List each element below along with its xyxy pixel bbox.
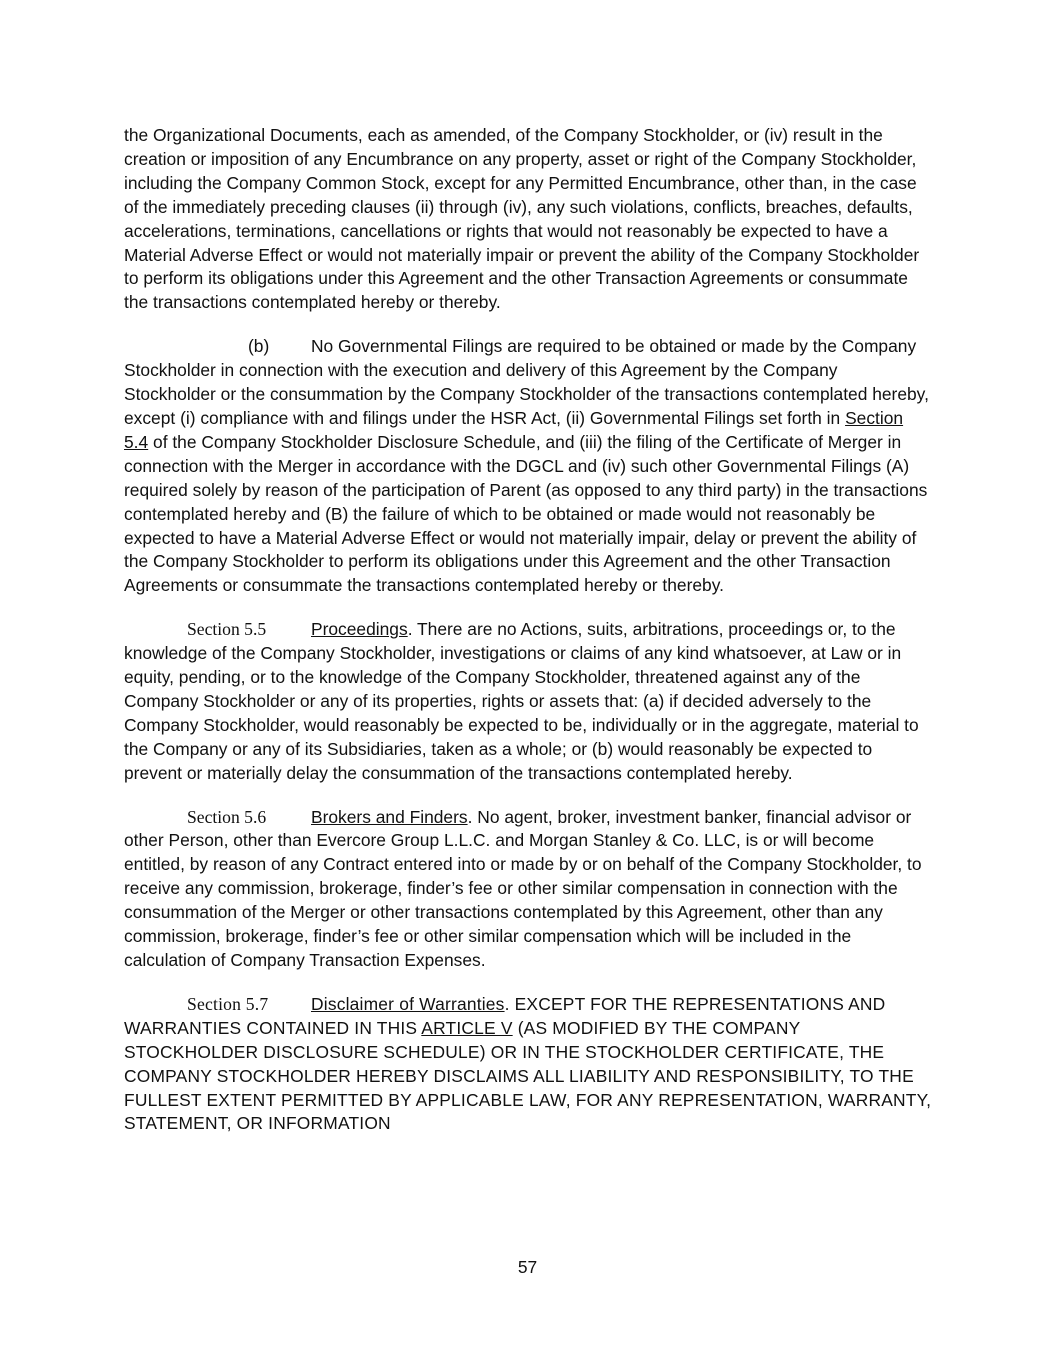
section-5-7-text-before: . EXCEPT FOR THE REPRESENTATIONS AND WARRANTIES CONTAINED IN THIS [124,993,886,1038]
paragraph-b-text-before: No Governmental Filings are required to be obtained or made by the Company Stockholder in connection with the execution and delivery of this Agreement by the Company Stockholder or the consummation by the Company Stockholder of the transactions contemplated hereby, except (i) compliance with and filings under the HSR Act, (ii) Governmental Filings set forth in [124,336,929,428]
section-5-7-text-after: (AS MODIFIED BY THE COMPANY STOCKHOLDER DISCLOSURE SCHEDULE) OR IN THE STOCKHOLDER CERTIFICATE, THE COMPANY STOCKHOLDER HEREBY DISCLAIMS ALL LIABILITY AND RESPONSIBILITY, TO THE FULLEST EXTENT PERMITTED BY APPLICABLE LAW, FOR ANY REPRESENTATION, WARRANTY, STATEMENT, OR INFORMATION [124,1017,932,1134]
section-5-5 [124,618,932,785]
section-5-4-link[interactable]: Section 5.4 [124,407,904,452]
section-5-7-title: Disclaimer of Warranties [311,993,505,1014]
paragraph-b [124,335,932,598]
section-5-5-text: . There are no Actions, suits, arbitrations, proceedings or, to the knowledge of the Company Stockholder, investigations or claims of any kind whatsoever, at Law or in equity, pending, or to the knowledge of the Company Stockholder, threatened against any of the Company Stockholder or any of its properties, rights or assets that: (a) if decided adversely to the Company Stockholder, would reasonably be expected to be, individually or in the aggregate, material to the Company or any of its Subsidiaries, taken as a whole; or (b) would reasonably be expected to prevent or materially delay the consummation of the transactions contemplated hereby. [124,619,919,783]
section-5-6-number: Section 5.6 [187,806,267,827]
section-5-6-title: Brokers and Finders [311,806,468,827]
section-5-7 [124,993,932,1136]
section-5-6-text: . No agent, broker, investment banker, financial advisor or other Person, other than Evercore Group L.L.C. and Morgan Stanley & Co. LLC, is or will become entitled, by reason of any Contract entered into or made by or on behalf of the Company Stockholder, to receive any commission, brokerage, finder’s fee or other similar compensation in connection with the consummation of the Merger or other transactions contemplated by this Agreement, other than any commission, brokerage, finder’s fee or other similar compensation which will be included in the calculation of Company Transaction Expenses. [124,806,922,970]
paragraph-b-label: (b) [248,336,270,357]
document-body [124,124,932,1156]
section-5-5-number: Section 5.5 [187,619,267,640]
section-5-5-title: Proceedings [311,619,408,640]
page-number: 57 [517,1257,538,1277]
article-v-link[interactable]: ARTICLE V [421,1017,513,1038]
paragraph-b-text-after: of the Company Stockholder Disclosure Schedule, and (iii) the filing of the Certificate of Merger in connection with the Merger in accordance with the DGCL and (iv) such other Governmental Filings (A) required solely by reason of the participation of Parent (as opposed to any third party) in the transactions contemplated hereby and (B) the failure of which to be obtained or made would not reasonably be expected to have a Material Adverse Effect or would not materially impair, delay or prevent the ability of the Company Stockholder to perform its obligations under this Agreement and the other Transaction Agreements or consummate the transactions contemplated hereby or thereby. [124,431,928,596]
section-5-7-number: Section 5.7 [187,993,269,1014]
section-5-6 [124,806,932,973]
paragraph-continuation: the Organizational Documents, each as amended, of the Company Stockholder, or (iv) result in the creation or imposition of any Encumbrance on any property, asset or right of the Company Stockholder, including the Company Common Stock, except for any Permitted Encumbrance, other than, in the case of the immediately preceding clauses (ii) through (iv), any such violations, conflicts, breaches, defaults, accelerations, terminations, cancellations or rights that would not reasonably be expected to have a Material Adverse Effect or would not materially impair or prevent the ability of the Company Stockholder to perform its obligations under this Agreement and the other Transaction Agreements or consummate the transactions contemplated hereby or thereby. [124,125,920,313]
